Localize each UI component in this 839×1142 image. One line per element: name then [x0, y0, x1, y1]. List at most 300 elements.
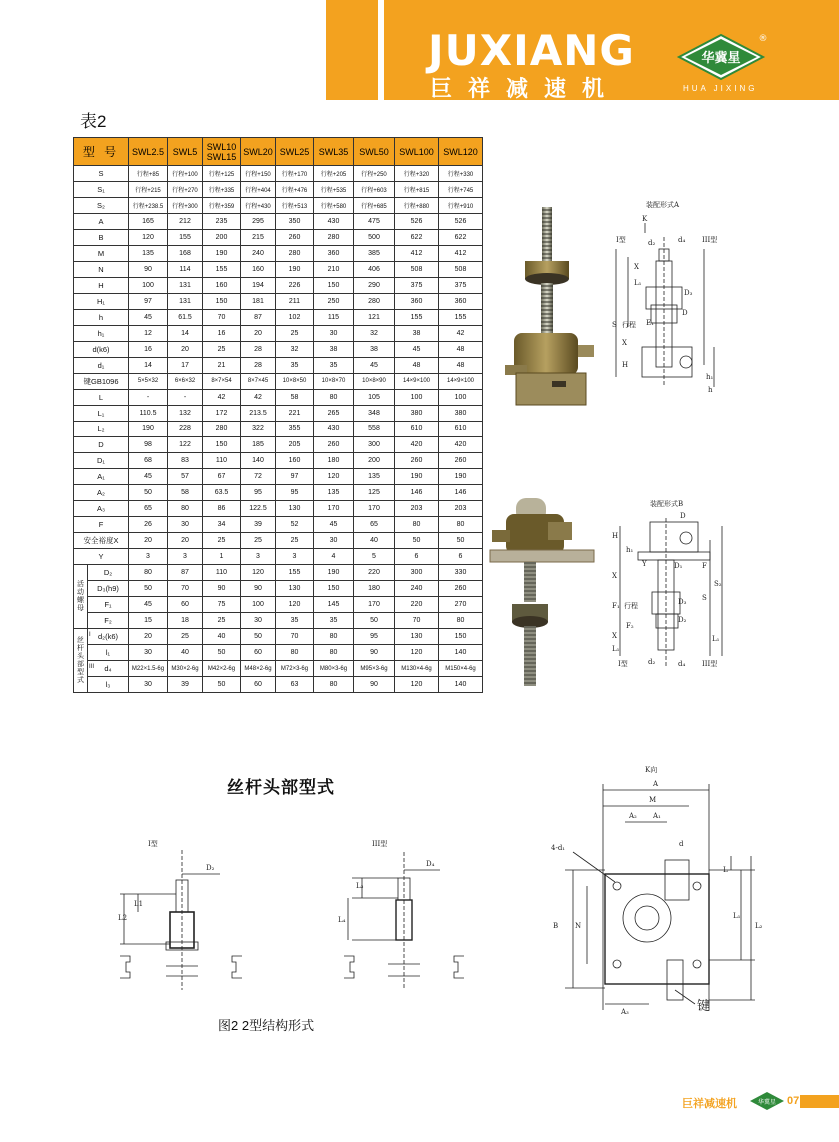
column-header: SWL120 [439, 138, 483, 166]
table-cell: 194 [241, 277, 276, 293]
table-cell: 430 [314, 213, 354, 229]
table-cell: 280 [314, 229, 354, 245]
table-row [74, 421, 483, 437]
table-cell: 25 [203, 533, 241, 549]
brand-name-en: JUXIANG [428, 26, 635, 75]
table-cell: 48 [395, 357, 439, 373]
table-cell: 30 [241, 613, 276, 629]
table-cell: 35 [314, 613, 354, 629]
table-cell: 6 [439, 549, 483, 565]
assembly-a-title: 装配形式A [646, 201, 680, 209]
table-cell: 行程+910 [439, 197, 483, 213]
table-cell: 50 [203, 677, 241, 693]
table-cell: 17 [168, 357, 203, 373]
table-cell: 125 [354, 485, 395, 501]
svg-text:X: X [634, 263, 639, 271]
row-label: N [74, 261, 129, 277]
table-cell: 行程+170 [276, 166, 314, 182]
row-label: d₁ [74, 357, 129, 373]
table-cell: 97 [129, 293, 168, 309]
table-cell: 70 [276, 629, 314, 645]
row-label-text: l₁ [105, 648, 111, 658]
table-cell: M48×2-6g [241, 661, 276, 677]
table-cell: 475 [354, 213, 395, 229]
table-cell: 375 [439, 277, 483, 293]
table-cell: 100 [129, 277, 168, 293]
table-row [74, 501, 483, 517]
table-row [74, 581, 483, 597]
table-row [74, 341, 483, 357]
table-cell: M130×4-6g [395, 661, 439, 677]
table-cell: 140 [439, 677, 483, 693]
row-label: D₃(h9) [88, 581, 129, 597]
svg-text:K: K [642, 215, 648, 223]
table-cell: 25 [168, 629, 203, 645]
column-header: SWL25 [276, 138, 314, 166]
table-cell: 190 [395, 469, 439, 485]
table-cell: 48 [439, 341, 483, 357]
table-cell: 5 [354, 549, 395, 565]
table-cell: 30 [168, 517, 203, 533]
table-cell: 14 [129, 357, 168, 373]
table-row [74, 629, 483, 645]
table-cell: 行程+270 [168, 181, 203, 197]
table-cell: 90 [354, 645, 395, 661]
table-cell: 150 [203, 437, 241, 453]
table-cell: 120 [395, 677, 439, 693]
svg-text:D₁: D₁ [674, 562, 683, 570]
svg-text:D₂: D₂ [206, 864, 215, 872]
table-cell: 300 [395, 565, 439, 581]
table-cell: 348 [354, 405, 395, 421]
row-label: A₁ [74, 469, 129, 485]
table-cell: 150 [439, 629, 483, 645]
column-header: SWL100 [395, 138, 439, 166]
table-cell: 行程+100 [168, 166, 203, 182]
screw-jack-photo-b [488, 498, 600, 693]
table-cell: 68 [129, 453, 168, 469]
table-row [74, 166, 483, 182]
table-row [74, 533, 483, 549]
table-title: 表2 [80, 112, 107, 131]
table-cell: 220 [354, 565, 395, 581]
table-cell: 120 [129, 229, 168, 245]
svg-text:F: F [702, 562, 707, 570]
table-cell: 160 [241, 261, 276, 277]
svg-text:L2: L2 [118, 914, 128, 922]
table-cell: 132 [168, 405, 203, 421]
table-cell: 140 [241, 453, 276, 469]
key-label: 键 [697, 999, 711, 1014]
table-cell: 行程+238.5 [129, 197, 168, 213]
assembly-b-title: 装配形式B [650, 500, 684, 508]
table-cell: 610 [439, 421, 483, 437]
table-row [74, 277, 483, 293]
svg-text:L: L [723, 866, 728, 874]
table-cell: 155 [276, 565, 314, 581]
table-cell: 1 [203, 549, 241, 565]
svg-text:H: H [622, 361, 629, 369]
figure-caption: 图2 2型结构形式 [218, 1018, 315, 1033]
svg-text:F₁: F₁ [612, 602, 620, 610]
group-label-head: 丝杆头部型式 [74, 629, 88, 693]
row-label: h [74, 309, 129, 325]
table-cell: 行程+300 [168, 197, 203, 213]
table-cell: 39 [168, 677, 203, 693]
svg-text:L₄: L₄ [338, 916, 346, 924]
table-cell: 300 [354, 437, 395, 453]
table-cell: 322 [241, 421, 276, 437]
table-cell: 42 [203, 389, 241, 405]
table-cell: 190 [439, 469, 483, 485]
table-cell: 385 [354, 245, 395, 261]
table-cell: 50 [203, 645, 241, 661]
svg-text:D₃: D₃ [678, 598, 687, 606]
table-cell: 406 [354, 261, 395, 277]
table-cell: 295 [241, 213, 276, 229]
table-row [74, 309, 483, 325]
table-cell: 260 [314, 437, 354, 453]
table-cell: 65 [354, 517, 395, 533]
table-cell: 3 [129, 549, 168, 565]
table-cell: 130 [395, 629, 439, 645]
table-cell: 5×5×32 [129, 373, 168, 389]
svg-text:I型: I型 [616, 236, 626, 244]
table-cell: 260 [439, 581, 483, 597]
table-cell: 168 [168, 245, 203, 261]
row-label: B [74, 229, 129, 245]
table-cell: 146 [439, 485, 483, 501]
svg-text:III型: III型 [702, 236, 718, 244]
table-cell: 45 [129, 597, 168, 613]
table-row [74, 261, 483, 277]
table-cell: 265 [314, 405, 354, 421]
column-header: SWL2.5 [129, 138, 168, 166]
table-cell: 360 [439, 293, 483, 309]
table-cell: 42 [241, 389, 276, 405]
row-label: 安全裕度X [74, 533, 129, 549]
table-row [74, 661, 483, 677]
row-label: A₂ [74, 485, 129, 501]
table-cell: 155 [395, 309, 439, 325]
table-cell: 213.5 [241, 405, 276, 421]
table-cell: 20 [168, 341, 203, 357]
table-cell: 50 [395, 533, 439, 549]
spec-table [73, 137, 483, 693]
table-cell: 28 [241, 341, 276, 357]
column-header: SWL50 [354, 138, 395, 166]
svg-text:h₁: h₁ [626, 546, 634, 554]
svg-text:S: S [612, 321, 617, 329]
table-row [74, 517, 483, 533]
head-type-iii-drawing [330, 830, 480, 995]
row-label [88, 645, 129, 661]
svg-text:d: d [679, 840, 684, 848]
svg-text:I型: I型 [618, 660, 628, 668]
page-header [0, 0, 839, 100]
table-cell: 34 [203, 517, 241, 533]
table-cell: 160 [203, 277, 241, 293]
head-type-i-drawing [100, 830, 260, 995]
table-cell: 38 [314, 341, 354, 357]
table-cell: 87 [168, 565, 203, 581]
table-cell: 50 [354, 613, 395, 629]
table-cell: 行程+580 [314, 197, 354, 213]
table-cell: 6×6×32 [168, 373, 203, 389]
svg-text:A₁: A₁ [653, 812, 661, 820]
svg-text:d₂: d₂ [648, 239, 656, 247]
table-cell: 181 [241, 293, 276, 309]
table-cell: 170 [354, 597, 395, 613]
table-cell: 90 [129, 261, 168, 277]
table-cell: 240 [395, 581, 439, 597]
table-cell: 260 [276, 229, 314, 245]
table-cell: 30 [314, 325, 354, 341]
table-cell: 172 [203, 405, 241, 421]
table-cell: 行程+603 [354, 181, 395, 197]
table-cell: 20 [129, 533, 168, 549]
svg-text:A₂: A₂ [629, 812, 637, 820]
svg-text:华冀星: 华冀星 [757, 1099, 777, 1106]
table-cell: 203 [395, 501, 439, 517]
svg-text:F₂: F₂ [626, 622, 634, 630]
svg-text:d₂: d₂ [648, 658, 656, 666]
table-cell: 380 [439, 405, 483, 421]
table-cell: 430 [314, 421, 354, 437]
table-cell: 145 [314, 597, 354, 613]
row-label-text: l₃ [105, 680, 111, 689]
table-cell: 280 [276, 245, 314, 261]
svg-text:d₄: d₄ [678, 236, 686, 244]
column-header: SWL20 [241, 138, 276, 166]
table-row [74, 197, 483, 213]
svg-text:III型: III型 [702, 660, 718, 668]
table-cell: 32 [354, 325, 395, 341]
table-cell: M42×2-6g [203, 661, 241, 677]
table-cell: 18 [168, 613, 203, 629]
table-cell: 72 [241, 469, 276, 485]
table-cell: 行程+359 [203, 197, 241, 213]
table-cell: 67 [203, 469, 241, 485]
table-header-row [74, 138, 483, 166]
table-cell: 155 [168, 229, 203, 245]
table-body [74, 166, 483, 693]
table-cell: 50 [129, 581, 168, 597]
table-cell: 95 [276, 485, 314, 501]
table-cell: 100 [241, 597, 276, 613]
table-cell: 212 [168, 213, 203, 229]
assembly-a-drawing [596, 197, 731, 397]
svg-text:行程: 行程 [624, 602, 638, 610]
subtype-label: I [89, 632, 91, 639]
table-cell: 355 [276, 421, 314, 437]
table-cell: 508 [439, 261, 483, 277]
table-cell: M30×2-6g [168, 661, 203, 677]
svg-text:X: X [622, 339, 627, 347]
table-cell: 610 [395, 421, 439, 437]
section-title: 丝杆头部型式 [227, 778, 335, 797]
table-cell: 16 [203, 325, 241, 341]
table-cell: 60 [241, 677, 276, 693]
table-cell: 90 [203, 581, 241, 597]
table-cell: 行程+880 [395, 197, 439, 213]
table-cell: 行程+476 [276, 181, 314, 197]
row-label [88, 677, 129, 693]
table-cell: 48 [439, 357, 483, 373]
table-cell: 114 [168, 261, 203, 277]
table-cell: 130 [276, 501, 314, 517]
table-cell: 131 [168, 293, 203, 309]
table-cell: 行程+330 [439, 166, 483, 182]
table-cell: 80 [395, 517, 439, 533]
table-cell: 行程+430 [241, 197, 276, 213]
svg-text:B: B [553, 922, 559, 930]
table-row [74, 389, 483, 405]
table-cell: 110.5 [129, 405, 168, 421]
subtype-label: III [89, 664, 95, 671]
table-cell: 10×8×50 [276, 373, 314, 389]
table-cell: 203 [439, 501, 483, 517]
table-row [74, 181, 483, 197]
table-cell: 39 [241, 517, 276, 533]
column-header-model: 型 号 [74, 138, 129, 166]
table-cell: 120 [276, 597, 314, 613]
table-cell: 150 [314, 581, 354, 597]
table-row [74, 677, 483, 693]
table-cell: 165 [129, 213, 168, 229]
table-cell: 38 [354, 341, 395, 357]
svg-text:X: X [612, 632, 617, 640]
table-cell: 120 [314, 469, 354, 485]
table-cell: 350 [276, 213, 314, 229]
table-cell: 120 [241, 565, 276, 581]
table-cell: 412 [395, 245, 439, 261]
table-cell: 30 [314, 533, 354, 549]
table-cell: 行程+320 [395, 166, 439, 182]
table-cell: 80 [129, 565, 168, 581]
table-cell: 行程+513 [276, 197, 314, 213]
table-row [74, 485, 483, 501]
table-cell: 80 [314, 677, 354, 693]
table-cell: 50 [439, 533, 483, 549]
table-cell: 110 [203, 453, 241, 469]
table-cell: 25 [203, 341, 241, 357]
row-label: A [74, 213, 129, 229]
table-cell: 3 [168, 549, 203, 565]
table-cell: 75 [203, 597, 241, 613]
table-cell: - [168, 389, 203, 405]
table-cell: 360 [395, 293, 439, 309]
row-label: 键GB1096 [74, 373, 129, 389]
row-label: H [74, 277, 129, 293]
row-label: L₁ [74, 405, 129, 421]
table-row [74, 293, 483, 309]
table-cell: 61.5 [168, 309, 203, 325]
svg-text:M: M [649, 796, 657, 804]
table-cell: 14×9×100 [439, 373, 483, 389]
table-cell: 45 [354, 357, 395, 373]
table-cell: 45 [314, 517, 354, 533]
table-cell: 150 [203, 293, 241, 309]
table-cell: 526 [395, 213, 439, 229]
svg-text:D₂: D₂ [678, 616, 687, 624]
table-row [74, 453, 483, 469]
table-cell: 58 [168, 485, 203, 501]
table-cell: 98 [129, 437, 168, 453]
table-row [74, 325, 483, 341]
table-cell: 150 [314, 277, 354, 293]
table-cell: 130 [276, 581, 314, 597]
table-cell: 226 [276, 277, 314, 293]
table-cell: 行程+205 [314, 166, 354, 182]
table-cell: 211 [276, 293, 314, 309]
table-cell: 50 [129, 485, 168, 501]
table-cell: 160 [276, 453, 314, 469]
svg-text:E₁: E₁ [646, 319, 654, 327]
table-cell: M22×1.5-6g [129, 661, 168, 677]
svg-text:X: X [612, 572, 617, 580]
table-cell: 行程+85 [129, 166, 168, 182]
table-cell: 20 [168, 533, 203, 549]
table-cell: 80 [314, 645, 354, 661]
row-label: A₃ [74, 501, 129, 517]
table-cell: 95 [354, 629, 395, 645]
table-cell: 32 [276, 341, 314, 357]
row-label [88, 629, 129, 645]
table-cell: M72×3-6g [276, 661, 314, 677]
svg-text:K向: K向 [645, 766, 658, 774]
table-cell: 70 [168, 581, 203, 597]
svg-text:A: A [653, 780, 659, 788]
table-cell: 3 [276, 549, 314, 565]
table-cell: 42 [439, 325, 483, 341]
table-cell: 45 [129, 469, 168, 485]
svg-text:h₁: h₁ [706, 373, 714, 381]
table-cell: 122 [168, 437, 203, 453]
table-cell: 28 [241, 357, 276, 373]
svg-text:L₁: L₁ [612, 645, 620, 653]
table-cell: 行程+685 [354, 197, 395, 213]
table-cell: 90 [241, 581, 276, 597]
table-cell: 80 [439, 517, 483, 533]
table-cell: 50 [241, 629, 276, 645]
table-row [74, 357, 483, 373]
table-cell: 63 [276, 677, 314, 693]
svg-text:D₄: D₄ [426, 860, 435, 868]
table-cell: 30 [129, 677, 168, 693]
footer-bar [800, 1095, 839, 1108]
svg-text:4-d₁: 4-d₁ [551, 844, 566, 852]
column-header: SWL5 [168, 138, 203, 166]
table-cell: 170 [354, 501, 395, 517]
table-cell: 270 [439, 597, 483, 613]
svg-text:L₂: L₂ [755, 922, 763, 930]
table-cell: 21 [203, 357, 241, 373]
table-cell: 95 [241, 485, 276, 501]
table-cell: 110 [203, 565, 241, 581]
table-cell: 40 [203, 629, 241, 645]
table-cell: M80×3-6g [314, 661, 354, 677]
column-header: SWL35 [314, 138, 354, 166]
column-header: SWL10 SWL15 [203, 138, 241, 166]
registered-mark: ® [758, 34, 767, 44]
table-cell: 155 [439, 309, 483, 325]
table-cell: 526 [439, 213, 483, 229]
table-row [74, 437, 483, 453]
table-cell: 63.5 [203, 485, 241, 501]
row-label: D₁ [74, 453, 129, 469]
table-cell: 25 [241, 533, 276, 549]
